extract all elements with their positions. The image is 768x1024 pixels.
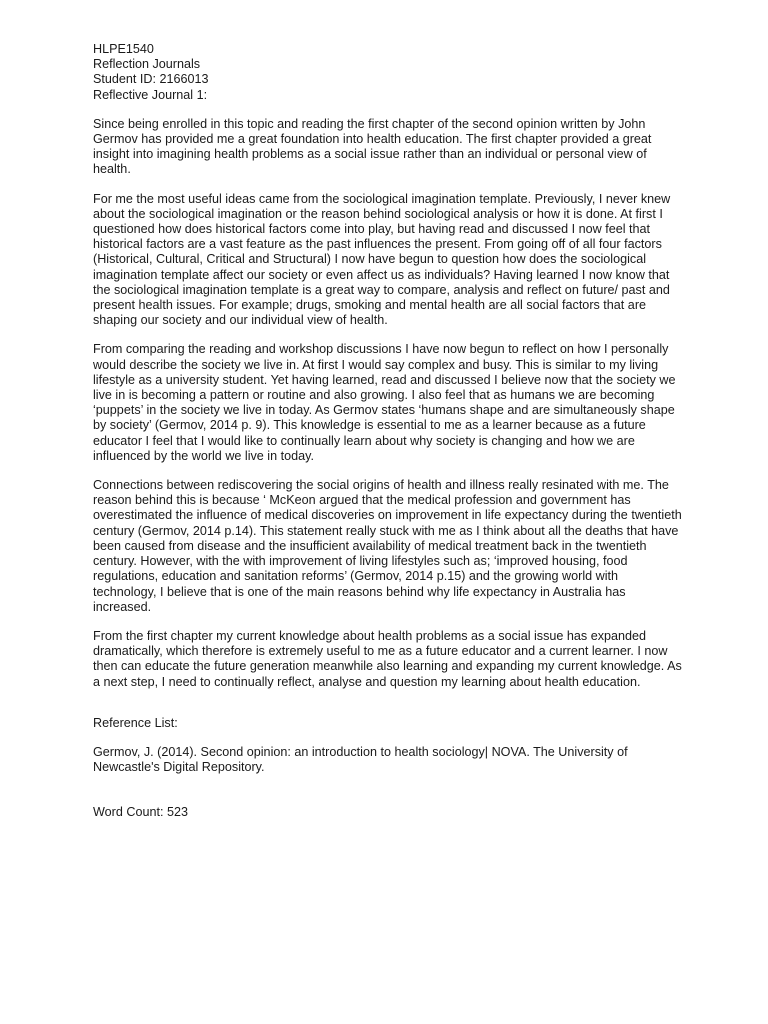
word-count: Word Count: 523 xyxy=(93,805,188,820)
document-header xyxy=(93,42,683,103)
body-paragraph-4: Connections between rediscovering the social origins of health and illness really resinated with me. The reason behind this is because ‘ McKeon argued that the medical profession and government has overestimated the influence of medical discoveries on improvement in life expectancy during the twentieth century (Germov, 2014 p.14). This statement really stuck with me as I think about all the deaths that have been caused from disease and the insufficient availability of medical treatment back in the twentieth century. However, with the with improvement of living lifestyles such as; ‘improved housing, food regulations, education and sanitation reforms’ (Germov, 2014 p.15) and the growing world with technology, I believe that is one of the main reasons behind why life expectancy in Australia has increased. xyxy=(93,478,682,614)
body-paragraph-1: Since being enrolled in this topic and reading the first chapter of the second opinion written by John Germov has provided me a great foundation into health education. The first chapter provided a great insight into imagining health problems as a social issue rather than an individual or personal view of health. xyxy=(93,116,652,177)
reference-list-heading: Reference List: xyxy=(93,715,178,730)
student-id: Student ID: 2166013 xyxy=(93,72,209,87)
document-type: Reflection Journals xyxy=(93,57,201,72)
document-page xyxy=(93,42,683,821)
reference-entry: Germov, J. (2014). Second opinion: an introduction to health sociology| NOVA. The University of Newcastle's Digital Repository. xyxy=(93,744,628,775)
body-paragraph-5: From the first chapter my current knowledge about health problems as a social issue has expanded dramatically, which therefore is extremely useful to me as a future educator and a current learner. I now then can educate the future generation meanwhile also learning and expanding my current knowledge. As a next step, I need to continually reflect, analyse and question my learning about health education. xyxy=(93,628,682,689)
course-code: HLPE1540 xyxy=(93,42,154,56)
journal-title: Reflective Journal 1: xyxy=(93,87,208,102)
body-paragraph-3: From comparing the reading and workshop discussions I have now begun to reflect on how I personally would describe the society we live in. At first I would say complex and busy. This is similar to my living lifestyle as a university student. Yet having learned, read and discussed I believe now that the society we live in is becoming a pattern or routine and also growing. I also feel that as humans we are becoming ‘puppets’ in the society we live in today. As Germov states ‘humans shape and are simultaneously shape by society’ (Germov, 2014 p. 9). This knowledge is essential to me as a learner because as a future educator I feel that I would like to continually learn about why society is changing and how we are influenced by the world we live in today. xyxy=(93,342,676,463)
body-paragraph-2: For me the most useful ideas came from the sociological imagination template. Previously, I never knew about the sociological imagination or the reason behind sociological analysis or how it is done. At first I questioned how does historical factors come into play, but having read and discussed I now feel that historical factors are a vast feature as the past influences the present. From going off of all four factors (Historical, Cultural, Critical and Structural) I now have begun to question how does the sociological imagination template affect our society or even affect us as individuals? Having learned I now know that the sociological imagination template is a great way to compare, analysis and reflect on future/ past and present health issues. For example; drugs, smoking and mental health are all social factors that are shaping our society and our individual view of health. xyxy=(93,191,671,328)
